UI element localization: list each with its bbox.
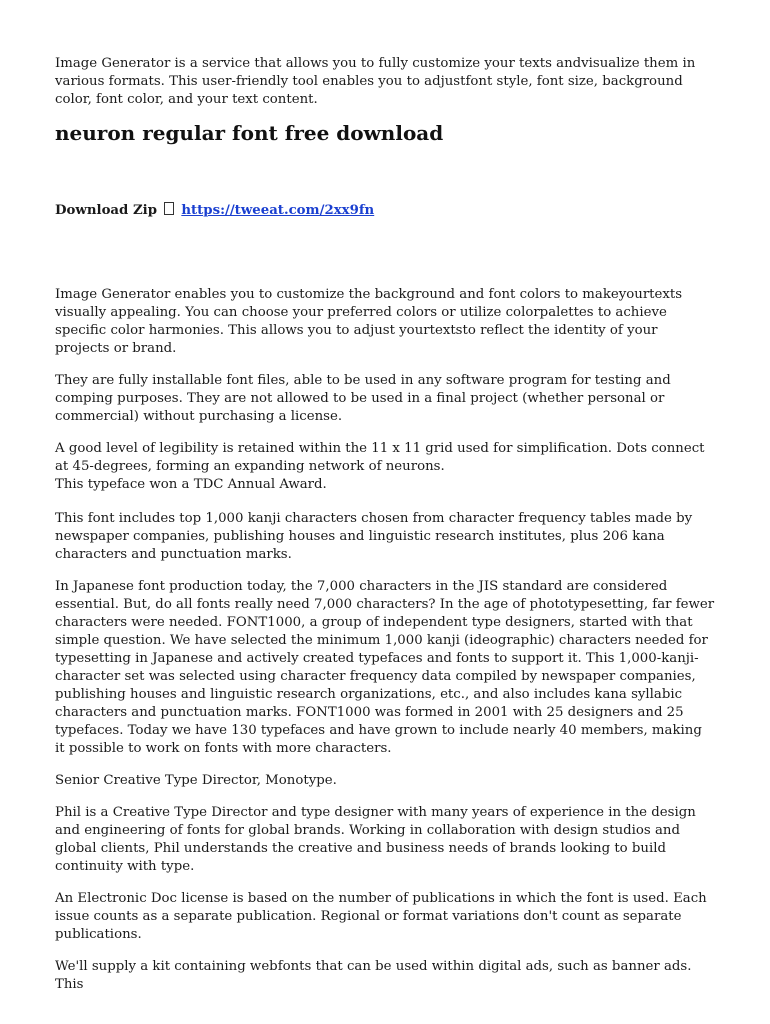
download-label: Download Zip (55, 203, 158, 218)
intro-paragraph: Image Generator is a service that allows you to fully customize your texts andvisualize them in various formats. This user-friendly tool enables you to adjustfont style, font size, background color, font color, and your text content. (55, 56, 696, 107)
paragraph-webfonts: We'll supply a kit containing webfonts that can be used within digital ads, such as banner ads. This (55, 959, 692, 992)
document-page (55, 55, 715, 1008)
paragraph-license: They are fully installable font files, able to be used in any software program for testing and comping purposes. They are not allowed to be used in a final project (whether personal or commercial) without purchasing a license. (55, 373, 671, 424)
paragraph-electronic-doc: An Electronic Doc license is based on the number of publications in which the font is used. Each issue counts as a separate publication. Regional or format variations don't count as separate publications. (55, 891, 707, 942)
page-title: neuron regular font free download (55, 121, 444, 145)
paragraph-legibility: A good level of legibility is retained within the 11 x 11 grid used for simplification. Dots connect at 45-degrees, forming an expanding network of neurons. (55, 441, 705, 474)
paragraph-kanji: This font includes top 1,000 kanji characters chosen from character frequency tables made by newspaper companies, publishing houses and linguistic research institutes, plus 206 kana characters and punctuation marks. (55, 511, 693, 562)
download-link[interactable]: https://tweeat.com/2xx9fn (181, 203, 375, 218)
body-text (55, 286, 715, 994)
paragraph-colors: Image Generator enables you to customize the background and font colors to makeyourtexts visually appealing. You can choose your preferred colors or utilize colorpalettes to achieve specific color harmonies. This allows you to adjust yourtextsto reflect the identity of your projects or brand. (55, 287, 683, 356)
paragraph-director: Senior Creative Type Director, Monotype. (55, 773, 337, 788)
missing-glyph-icon (164, 202, 174, 215)
download-line (55, 202, 715, 220)
paragraph-award: This typeface won a TDC Annual Award. (55, 477, 327, 492)
paragraph-font1000: In Japanese font production today, the 7,000 characters in the JIS standard are considered essential. But, do all fonts really need 7,000 characters? In the age of phototypesetting, far fewer characters were needed. FONT1000, a group of independent type designers, started with that simple question. We have selected the minimum 1,000 kanji (ideographic) characters needed for typesetting in Japanese and actively created typefaces and fonts to support it. This 1,000-kanji-character set was selected using character frequency data compiled by newspaper companies, publishing houses and linguistic research organizations, etc., and also includes kana syllabic characters and punctuation marks. FONT1000 was formed in 2001 with 25 designers and 25 typefaces. Today we have 130 typefaces and have grown to include nearly 40 members, making it possible to work on fonts with more characters. (55, 579, 715, 756)
paragraph-phil: Phil is a Creative Type Director and type designer with many years of experience in the design and engineering of fonts for global brands. Working in collaboration with design studios and global clients, Phil understands the creative and business needs of brands looking to build continuity with type. (55, 805, 696, 874)
